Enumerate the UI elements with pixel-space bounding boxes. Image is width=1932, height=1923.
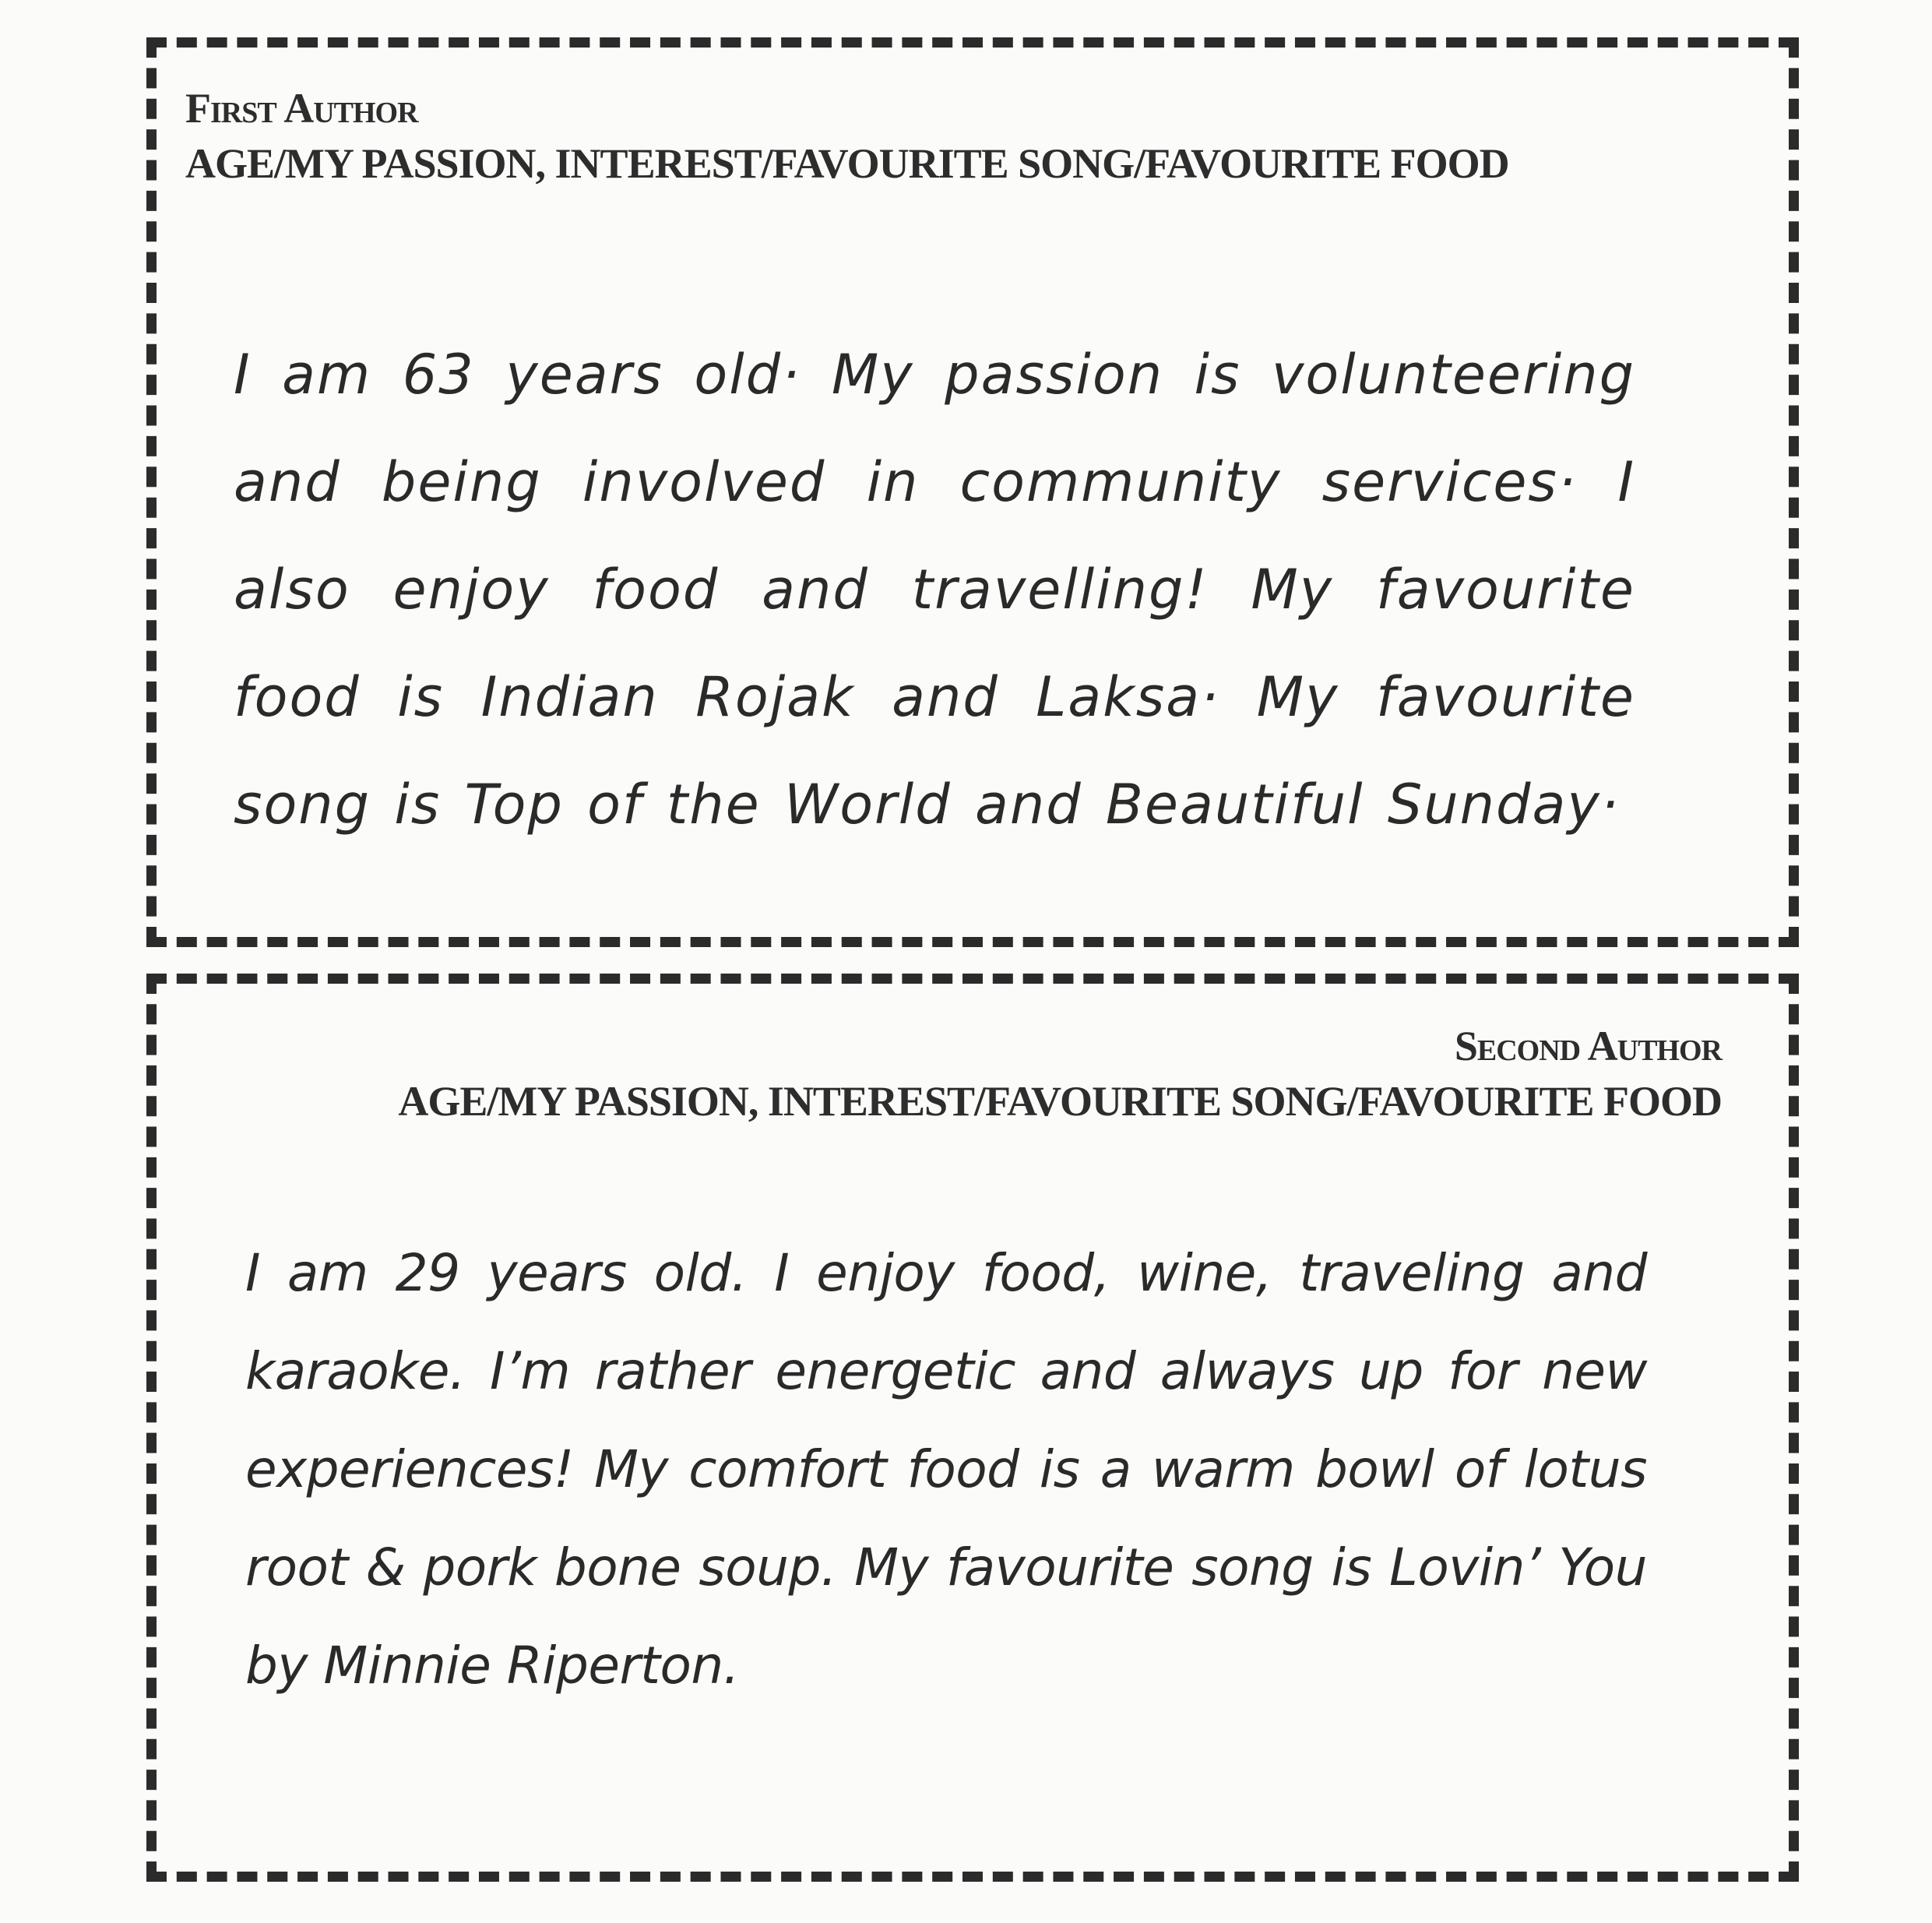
second-author-answer: I am 29 years old. I enjoy food, wine, traveling and karaoke. I’m rather energetic and always up for new experiences! My comfort food is a warm bowl of lotus root & pork bone soup. My favourite song is Lovin’ You by Minnie Riperton. <box>245 1243 1647 1696</box>
second-author-label: Second Author <box>1454 1023 1722 1069</box>
second-author-prompt: AGE/MY PASSION, INTEREST/FAVOURITE SONG/FAVOURITE FOOD <box>398 1078 1722 1125</box>
second-author-heading <box>398 1019 1722 1129</box>
first-author-answer: I am 63 years old· My passion is volunteering and being involved in community services· I also enjoy food and travelling! My favourite food is Indian Rojak and Laksa· My favourite song is Top of the World and Beautiful Sunday· <box>234 343 1635 836</box>
first-author-heading <box>185 81 1509 192</box>
first-author-label: First Author <box>185 85 418 132</box>
first-author-prompt: AGE/MY PASSION, INTEREST/FAVOURITE SONG/FAVOURITE FOOD <box>185 140 1509 187</box>
